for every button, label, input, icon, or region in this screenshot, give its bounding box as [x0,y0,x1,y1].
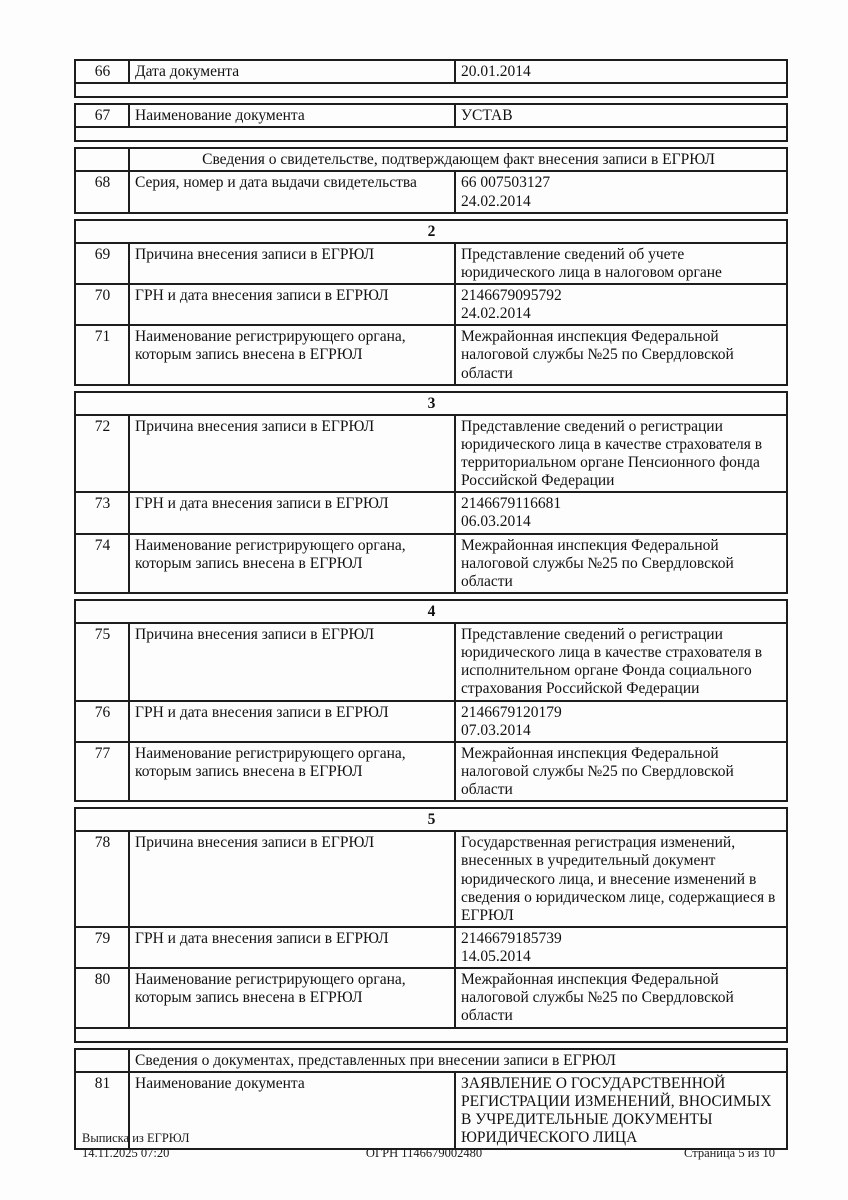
row-label-cell: Причина внесения записи в ЕГРЮЛ [129,831,455,927]
row-value-line: Государственная регистрация изменений, внесенных в учредительный документ юридического лица, и внесение изменений в сведения о юридическом лице, содержащиеся в ЕГРЮЛ [461,834,776,924]
row-value-line: 2146679185739 [461,929,562,947]
egrul-table-block [74,807,788,1042]
row-value-cell [455,415,787,493]
spacer-cell [75,127,787,141]
row-number-cell: 80 [75,968,129,1027]
row-label-cell: ГРН и дата внесения записи в ЕГРЮЛ [129,701,455,742]
row-number-cell: 73 [75,492,129,533]
row-value-line: УСТАВ [461,107,513,125]
spacer-row [75,1028,787,1042]
row-value-cell [455,968,787,1027]
row-value-line: 06.03.2014 [461,513,531,531]
row-number-cell: 74 [75,534,129,593]
table-row [75,415,787,493]
table-row [75,701,787,742]
row-label-cell: Наименование регистрирующего органа, которым запись внесена в ЕГРЮЛ [129,968,455,1027]
row-label-cell: Наименование документа [129,1072,455,1150]
row-label-cell: Причина внесения записи в ЕГРЮЛ [129,243,455,284]
row-number-cell: 72 [75,415,129,493]
record-number-cell: 4 [75,600,787,623]
row-number-cell: 79 [75,927,129,968]
table-row [75,325,787,384]
table-row [75,171,787,212]
row-value-cell [455,742,787,801]
record-number-row [75,808,787,831]
row-value-line: Представление сведений о регистрации юридического лица в качестве страхователя в территориальном органе Пенсионного фонда Российской Федерации [461,417,763,490]
row-label-cell: Причина внесения записи в ЕГРЮЛ [129,415,455,493]
empty-number-cell [75,148,129,171]
table-row [75,60,787,83]
row-label-cell: Дата документа [129,60,455,83]
row-label-cell: ГРН и дата внесения записи в ЕГРЮЛ [129,284,455,325]
row-value-line: 24.02.2014 [461,192,531,210]
egrul-table-block [74,147,788,213]
row-label-cell: Наименование регистрирующего органа, которым запись внесена в ЕГРЮЛ [129,325,455,384]
row-value-line: Представление сведений о регистрации юридического лица в качестве страхователя в исполнительном органе Фонда социального страхования Российской Федерации [461,626,763,698]
row-label-cell: ГРН и дата внесения записи в ЕГРЮЛ [129,927,455,968]
row-value-cell [455,60,787,83]
record-number-cell: 2 [75,220,787,243]
egrul-table-block [74,391,788,594]
table-row [75,831,787,927]
record-number-cell: 3 [75,392,787,415]
row-label-cell: ГРН и дата внесения записи в ЕГРЮЛ [129,492,455,533]
row-value-cell [455,701,787,742]
row-value-cell [455,325,787,384]
row-value-line: 20.01.2014 [461,63,531,80]
record-number-row [75,392,787,415]
row-number-cell: 71 [75,325,129,384]
footer-extract-datetime: 14.11.2025 07:20 [82,1146,170,1160]
row-value-cell [455,534,787,593]
row-value-cell [455,623,787,701]
row-value-line: 66 007503127 [461,174,551,192]
table-row [75,742,787,801]
egrul-table-block [74,219,788,386]
spacer-cell [75,1028,787,1042]
row-number-cell: 70 [75,284,129,325]
row-label-cell: Серия, номер и дата выдачи свидетельства [129,171,455,212]
row-number-cell: 77 [75,742,129,801]
table-row [75,284,787,325]
egrul-table-block [74,59,788,98]
row-value-line: Межрайонная инспекция Федеральной налоговой службы №25 по Свердловской области [461,971,734,1025]
row-value-cell [455,831,787,927]
egrul-table-block [74,599,788,802]
spacer-row [75,127,787,141]
section-header-row [75,1049,787,1072]
row-label-cell: Наименование регистрирующего органа, которым запись внесена в ЕГРЮЛ [129,742,455,801]
row-label-cell: Причина внесения записи в ЕГРЮЛ [129,623,455,701]
row-value-line: 07.03.2014 [461,721,531,739]
row-number-cell: 67 [75,104,129,127]
row-number-cell: 81 [75,1072,129,1150]
record-number-row [75,600,787,623]
row-value-line: 2146679095792 [461,287,562,304]
row-value-cell [455,284,787,325]
row-value-line: Межрайонная инспекция Федеральной налоговой службы №25 по Свердловской области [461,536,734,590]
row-value-line: 2146679120179 [461,703,562,721]
row-number-cell: 68 [75,171,129,212]
row-value-line: 2146679116681 [461,495,562,513]
row-value-line: ЗАЯВЛЕНИЕ О ГОСУДАРСТВЕННОЙ РЕГИСТРАЦИИ ИЗМЕНЕНИЙ, ВНОСИМЫХ В УЧРЕДИТЕЛЬНЫЕ ДОКУМЕНТЫ ЮРИДИЧЕСКОГО ЛИЦА [461,1074,772,1146]
row-number-cell: 69 [75,243,129,284]
row-label-cell: Наименование регистрирующего органа, которым запись внесена в ЕГРЮЛ [129,534,455,593]
table-row [75,534,787,593]
record-number-cell: 5 [75,808,787,831]
row-value-line: 24.02.2014 [461,305,531,323]
table-row [75,927,787,968]
row-value-cell [455,927,787,968]
section-header-row [75,148,787,171]
spacer-row [75,83,787,97]
section-header-cell: Сведения о свидетельстве, подтверждающем факт внесения записи в ЕГРЮЛ [129,148,787,171]
egrul-table-block [74,103,788,142]
table-row [75,492,787,533]
row-value-line: 14.05.2014 [461,948,531,965]
table-row [75,623,787,701]
row-value-cell [455,492,787,533]
row-number-cell: 66 [75,60,129,83]
footer-page-number: Страница 5 из 10 [684,1146,775,1160]
table-row [75,104,787,127]
row-value-cell [455,243,787,284]
section-header-cell: Сведения о документах, представленных при внесении записи в ЕГРЮЛ [129,1049,787,1072]
empty-number-cell [75,1049,129,1072]
spacer-cell [75,83,787,97]
footer-extract-title: Выписка из ЕГРЮЛ [82,1131,190,1145]
row-number-cell: 78 [75,831,129,927]
table-row [75,243,787,284]
record-number-row [75,220,787,243]
page-footer [0,1131,848,1171]
row-value-line: Межрайонная инспекция Федеральной налоговой службы №25 по Свердловской области [461,328,734,382]
row-value-cell [455,171,787,212]
table-row [75,968,787,1027]
row-number-cell: 75 [75,623,129,701]
row-value-cell [455,104,787,127]
footer-ogrn: ОГРН 1146679002480 [365,1146,483,1160]
row-label-cell: Наименование документа [129,104,455,127]
egrul-table-document [74,59,786,1155]
row-value-line: Межрайонная инспекция Федеральной налоговой службы №25 по Свердловской области [461,744,734,798]
row-value-line: Представление сведений об учете юридического лица в налоговом органе [461,245,722,281]
row-number-cell: 76 [75,701,129,742]
